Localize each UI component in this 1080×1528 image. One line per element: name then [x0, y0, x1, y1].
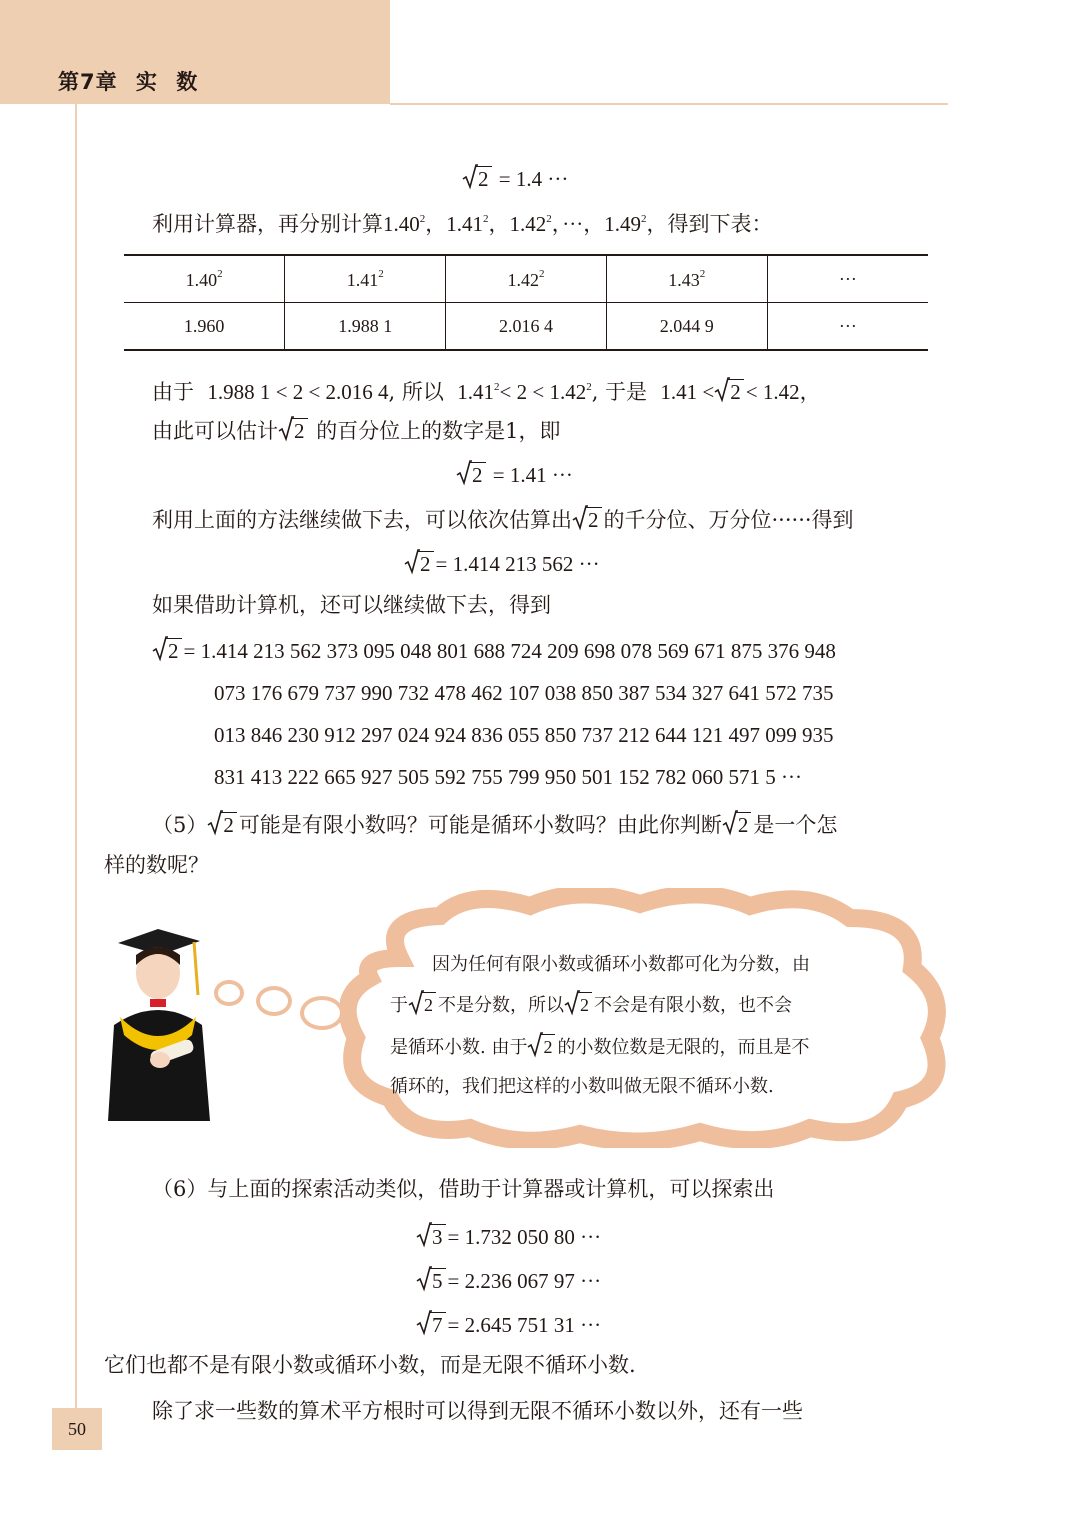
sqrt-symbol: 2 [456, 460, 486, 490]
table-cell: 1.40$^2$ [124, 255, 285, 303]
sqrt-symbol: 2 [278, 416, 308, 446]
equation-sqrt2-1: 2 = 1.4 ··· [462, 164, 568, 194]
squares-table [124, 254, 928, 351]
left-margin-rule [75, 104, 77, 1414]
thought-bubble-medium [256, 986, 292, 1016]
graduate-child-illustration [100, 925, 216, 1121]
sqrt-symbol: 2 [722, 810, 752, 840]
sqrt-symbol: 2 [714, 377, 744, 407]
intro-paragraph: 利用计算器，再分别计算1.40$^2$，1.41$^2$，$1.42^2$，···，$1.49^2$，得到下表： [152, 212, 773, 236]
long-digits-line-3: 013 846 230 912 297 024 924 836 055 850 737 212 644 121 497 099 935 [214, 723, 834, 747]
chapter-title: 第7章 实 数 [58, 70, 199, 94]
table-cell: 2.016 4 [446, 303, 607, 351]
long-digits-line-4: 831 413 222 665 927 505 592 755 799 950 501 152 782 060 571 5 ··· [214, 765, 802, 789]
table-cell: 1.988 1 [285, 303, 446, 351]
sqrt-symbol: 2 [207, 810, 237, 840]
equation-sqrt2-3: 2 = 1.414 213 562 ··· [404, 549, 600, 579]
equation-sqrt2-2: 2 = 1.41 ··· [456, 460, 573, 490]
long-digits-line-1: 2 = 1.414 213 562 373 095 048 801 688 724 209 698 078 569 671 875 376 948 [152, 636, 836, 666]
paragraph-since: 由于 1.988 1 < 2 < 2.016 4, 所以 $1.41^2< 2 < 1.42^2$, 于是 1.41 < 2 < 1.42， [152, 372, 821, 407]
table-cell: 1.42$^2$ [446, 255, 607, 303]
question-5: （5） 2 可能是有限小数吗？可能是循环小数吗？由此你判断 2 是一个怎 [152, 810, 837, 840]
table-cell: ··· [767, 255, 928, 303]
sqrt-symbol: 2 [564, 990, 592, 1020]
table-cell: 1.43$^2$ [606, 255, 767, 303]
table-cell: 1.960 [124, 303, 285, 351]
thought-line-1: 因为任何有限小数或循环小数都可化为分数，由 [432, 954, 810, 975]
sqrt-symbol: 2 [462, 164, 492, 194]
table-cell: 1.41$^2$ [285, 255, 446, 303]
question-6: （6）与上面的探索活动类似，借助于计算器或计算机，可以探索出 [152, 1177, 775, 1201]
paragraph-computer: 如果借助计算机，还可以继续做下去，得到 [152, 593, 551, 617]
sqrt-symbol: 2 [152, 636, 182, 666]
conclusion-paragraph: 它们也都不是有限小数或循环小数，而是无限不循环小数. [104, 1353, 636, 1377]
sqrt-symbol: 7 [416, 1310, 446, 1340]
sqrt-symbol: 2 [527, 1032, 555, 1062]
thought-line-4: 循环的，我们把这样的小数叫做无限不循环小数. [390, 1076, 774, 1097]
table-row [124, 255, 928, 303]
table-cell: 2.044 9 [606, 303, 767, 351]
sqrt-symbol: 2 [572, 505, 602, 535]
page-number: 50 [52, 1408, 102, 1450]
paragraph-continue: 利用上面的方法继续做下去，可以依次估算出 2 的千分位、万分位······得到 [152, 505, 854, 535]
sqrt-symbol: 5 [416, 1266, 446, 1296]
equation-sqrt3: 3 = 1.732 050 80 ··· [416, 1222, 601, 1252]
sqrt-symbol: 2 [408, 990, 436, 1020]
paragraph-estimate: 由此可以估计 2 的百分位上的数字是1，即 [152, 416, 561, 446]
thought-line-2: 于 2 不是分数，所以 2 不会是有限小数，也不会 [390, 990, 792, 1021]
long-digits-line-2: 073 176 679 737 990 732 478 462 107 038 850 387 534 327 641 572 735 [214, 681, 834, 705]
thought-bubble-small [214, 980, 244, 1006]
sqrt-symbol: 2 [404, 549, 434, 579]
equation-sqrt7: 7 = 2.645 751 31 ··· [416, 1310, 601, 1340]
thought-line-3: 是循环小数. 由于 2 的小数位数是无限的，而且是不 [390, 1032, 809, 1063]
sqrt-symbol: 3 [416, 1222, 446, 1252]
table-cell: ··· [767, 303, 928, 351]
last-paragraph: 除了求一些数的算术平方根时可以得到无限不循环小数以外，还有一些 [152, 1399, 803, 1423]
table-row [124, 303, 928, 351]
question-5-cont: 样的数呢？ [104, 853, 209, 877]
thought-bubble-large [300, 996, 344, 1030]
equation-sqrt5: 5 = 2.236 067 97 ··· [416, 1266, 601, 1296]
header-rule [390, 103, 948, 105]
